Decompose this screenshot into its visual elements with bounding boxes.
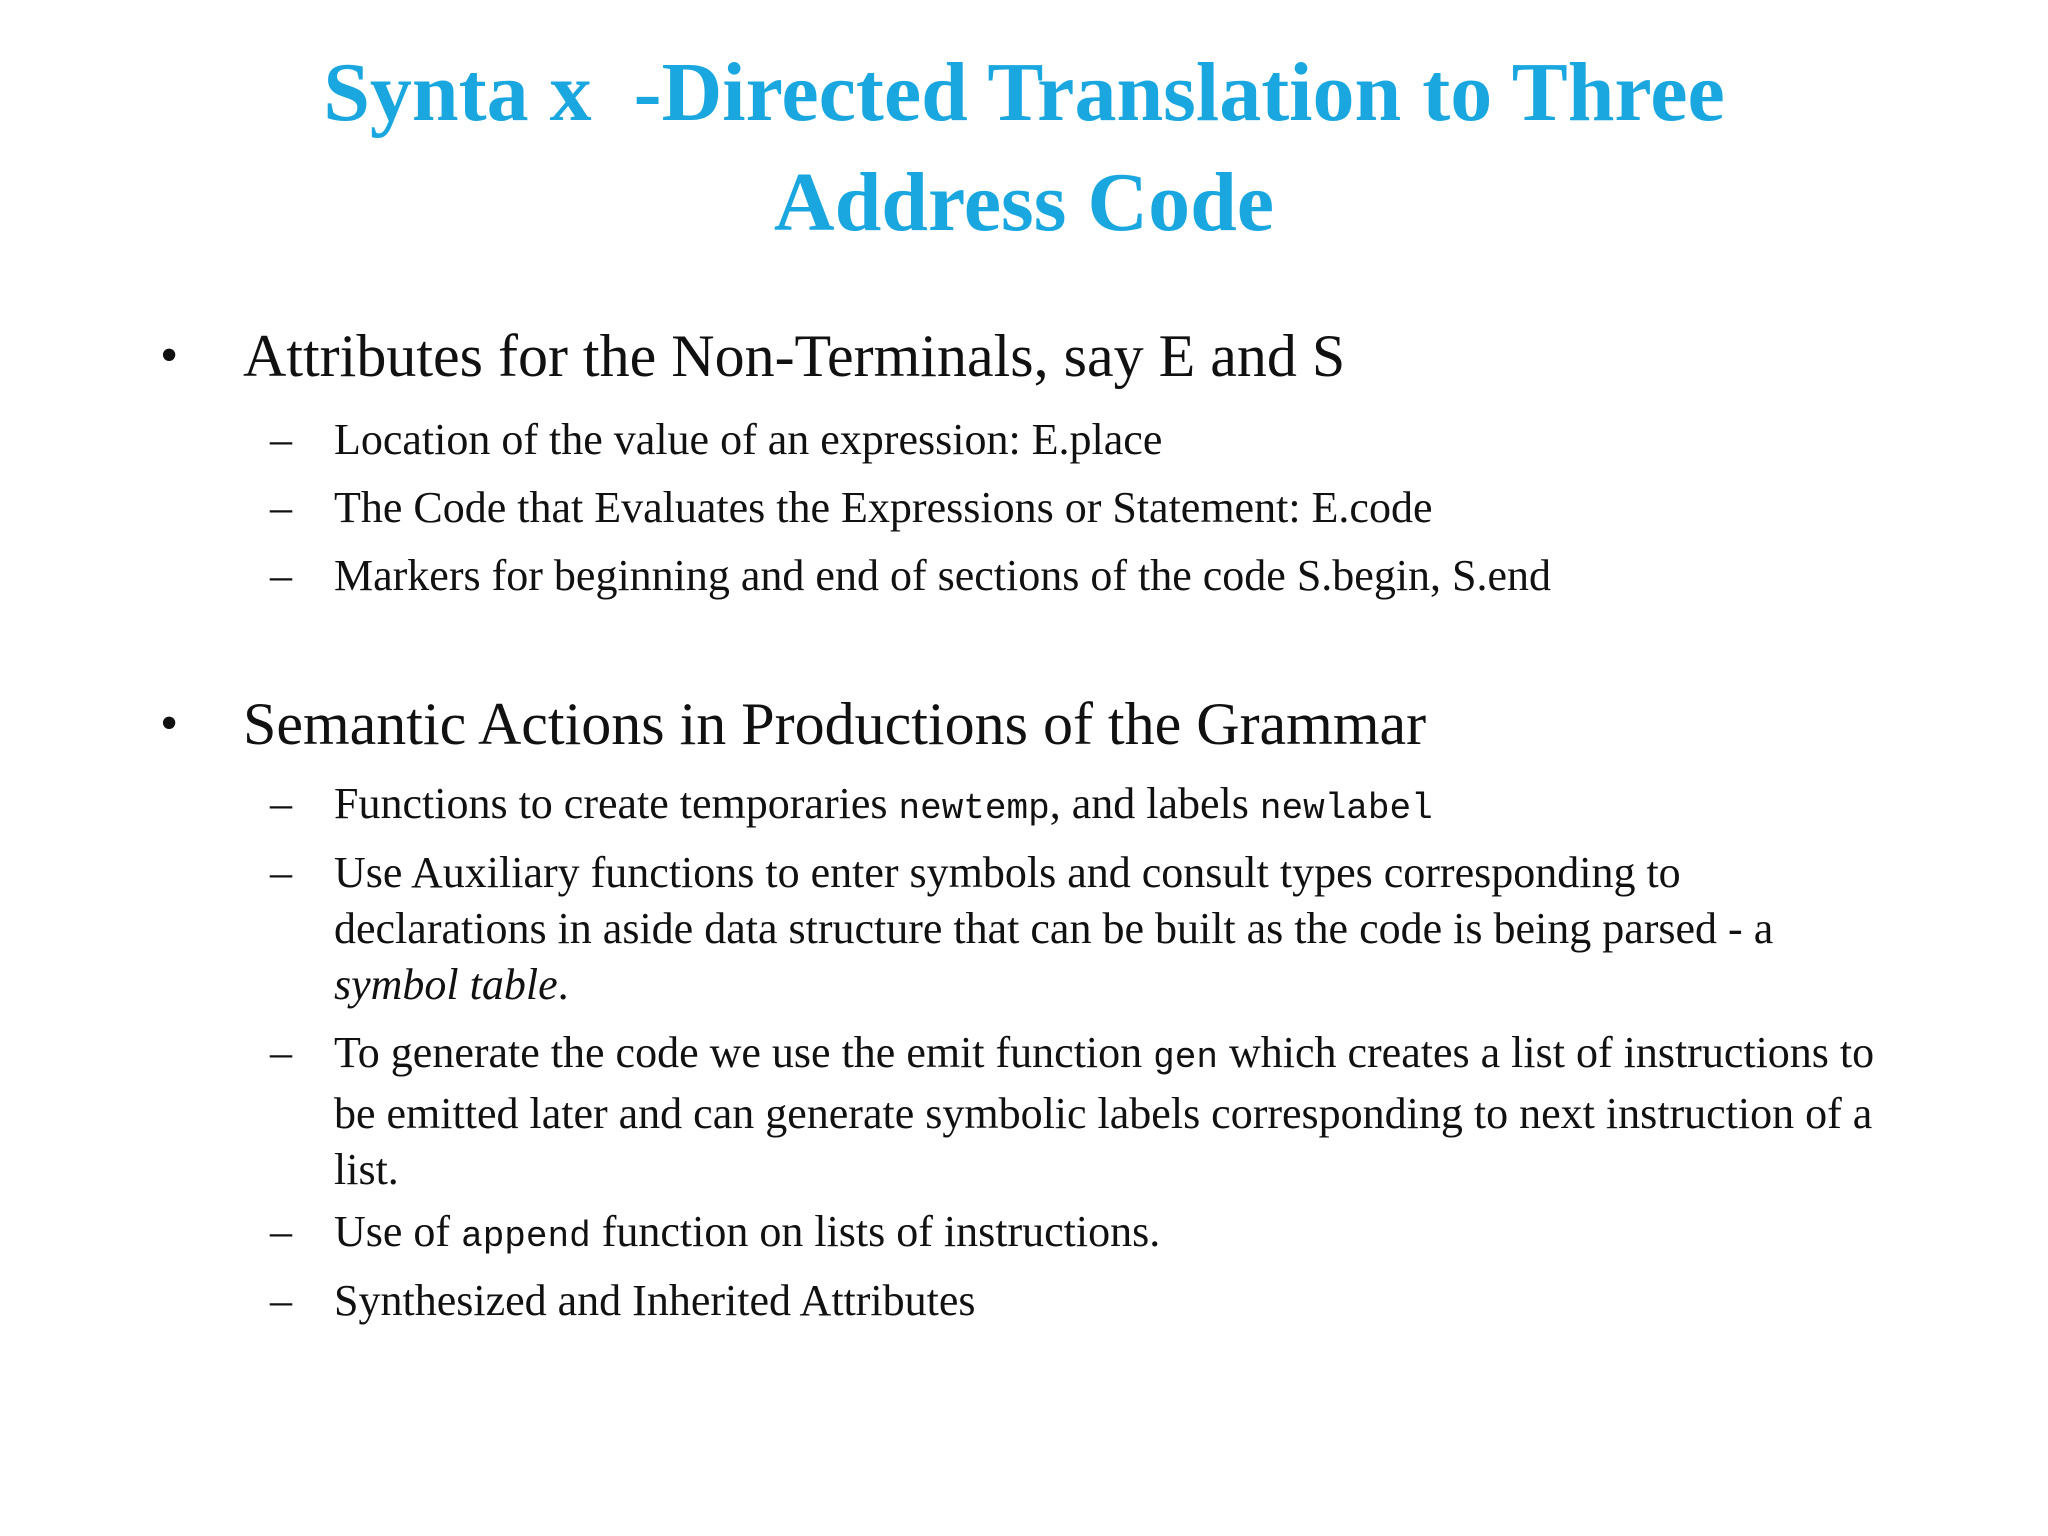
sub-item-text bbox=[334, 1204, 1894, 1265]
sub-item-text: The Code that Evaluates the Expressions or Statement: E.code bbox=[334, 483, 1433, 532]
text-run: Use of bbox=[334, 1207, 462, 1256]
sub-item-text: Markers for beginning and end of sections of the code S.begin, S.end bbox=[334, 551, 1552, 600]
text-run: Functions to create temporaries bbox=[334, 779, 899, 828]
sub-item-text bbox=[334, 1025, 1894, 1198]
text-run: Use Auxiliary functions to enter symbols and consult types corresponding to declarations in aside data structure that can be built as the code is being parsed - a bbox=[334, 848, 1774, 953]
dash-marker: – bbox=[270, 1276, 292, 1325]
dash-marker: – bbox=[270, 415, 292, 464]
dash-marker: – bbox=[270, 1207, 292, 1256]
dash-marker: – bbox=[270, 551, 292, 600]
slide-title-line-2: Address Code bbox=[773, 156, 1275, 249]
code-newtemp: newtemp bbox=[898, 788, 1050, 829]
sub-item-text: Location of the value of an expression: E.place bbox=[334, 415, 1163, 464]
slide-title-line-1: Synta x -Directed Translation to Three bbox=[323, 46, 1725, 139]
slide-title bbox=[0, 38, 2048, 258]
code-gen: gen bbox=[1153, 1037, 1218, 1078]
text-run: which creates a list of instructions to be emitted later and can generate symbolic labels corresponding to next instruction of a list. bbox=[334, 1028, 1875, 1194]
code-newlabel: newlabel bbox=[1259, 788, 1433, 829]
bullet-marker: • bbox=[160, 327, 179, 384]
bullet-marker: • bbox=[160, 695, 179, 752]
sub-item-text bbox=[334, 776, 1894, 837]
dash-marker: – bbox=[270, 779, 292, 828]
sub-item-text: Synthesized and Inherited Attributes bbox=[334, 1276, 976, 1325]
text-run: . bbox=[557, 960, 569, 1009]
text-run: function on lists of instructions. bbox=[590, 1207, 1161, 1256]
sub-item-text bbox=[334, 845, 1894, 1013]
bullet-text: Attributes for the Non-Terminals, say E and S bbox=[243, 323, 1346, 389]
code-append: append bbox=[461, 1216, 591, 1257]
dash-marker: – bbox=[270, 483, 292, 532]
bullet-text: Semantic Actions in Productions of the Grammar bbox=[243, 691, 1427, 757]
dash-marker: – bbox=[270, 1028, 292, 1077]
text-run: , and labels bbox=[1049, 779, 1260, 828]
italic-symbol-table: symbol table bbox=[334, 960, 558, 1009]
text-run: To generate the code we use the emit function bbox=[334, 1028, 1154, 1077]
dash-marker: – bbox=[270, 848, 292, 897]
